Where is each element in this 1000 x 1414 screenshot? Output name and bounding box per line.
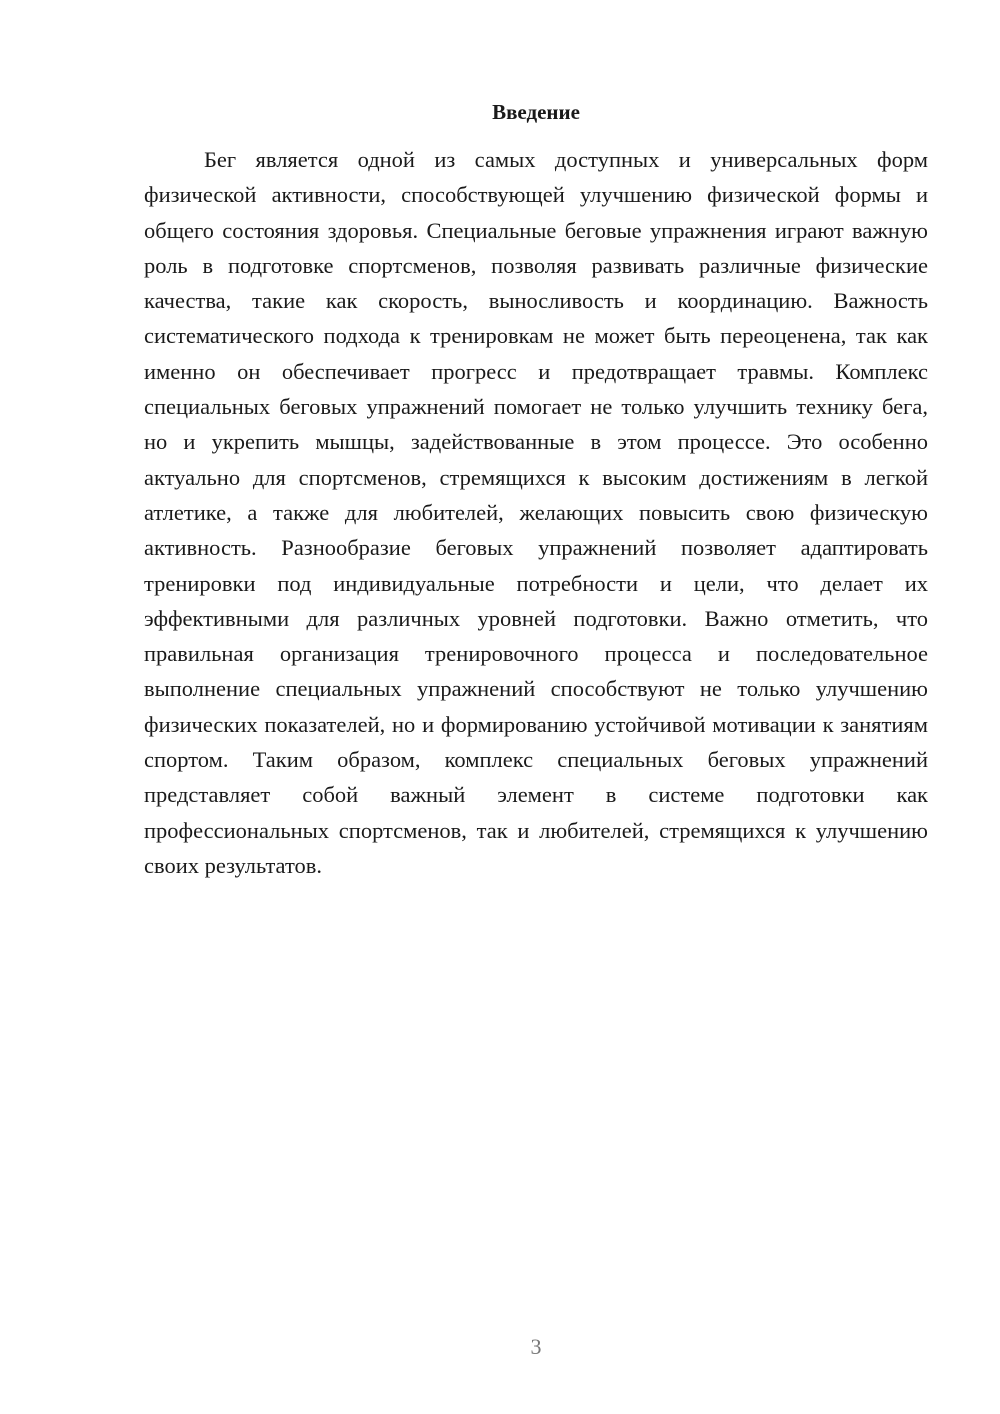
page-number: 3	[530, 1334, 542, 1359]
body-paragraph: Бег является одной из самых доступных и универсальных форм физической активности, способствующей улучшению физической формы и общего состояния здоровья. Специальные беговые упражнения играют важную роль в подготовке спортсменов, позволяя развивать различные физические качества, такие как скорость, выносливость и координацию. Важность систематического подхода к тренировкам не может быть переоценена, так как именно он обеспечивает прогресс и предотвращает травмы. Комплекс специальных беговых упражнений помогает не только улучшить технику бега, но и укрепить мышцы, задействованные в этом процессе. Это особенно актуально для спортсменов, стремящихся к высоким достижениям в легкой атлетике, а также для любителей, желающих повысить свою физическую активность. Разнообразие беговых упражнений позволяет адаптировать тренировки под индивидуальные потребности и цели, что делает их эффективными для различных уровней подготовки. Важно отметить, что правильная организация тренировочного процесса и последовательное выполнение специальных упражнений способствуют не только улучшению физических показателей, но и формированию устойчивой мотивации к занятиям спортом. Таким образом, комплекс специальных беговых упражнений представляет собой важный элемент в системе подготовки как профессиональных спортсменов, так и любителей, стремящихся к улучшению своих результатов.	[144, 147, 928, 878]
section-heading: Введение	[492, 100, 580, 124]
